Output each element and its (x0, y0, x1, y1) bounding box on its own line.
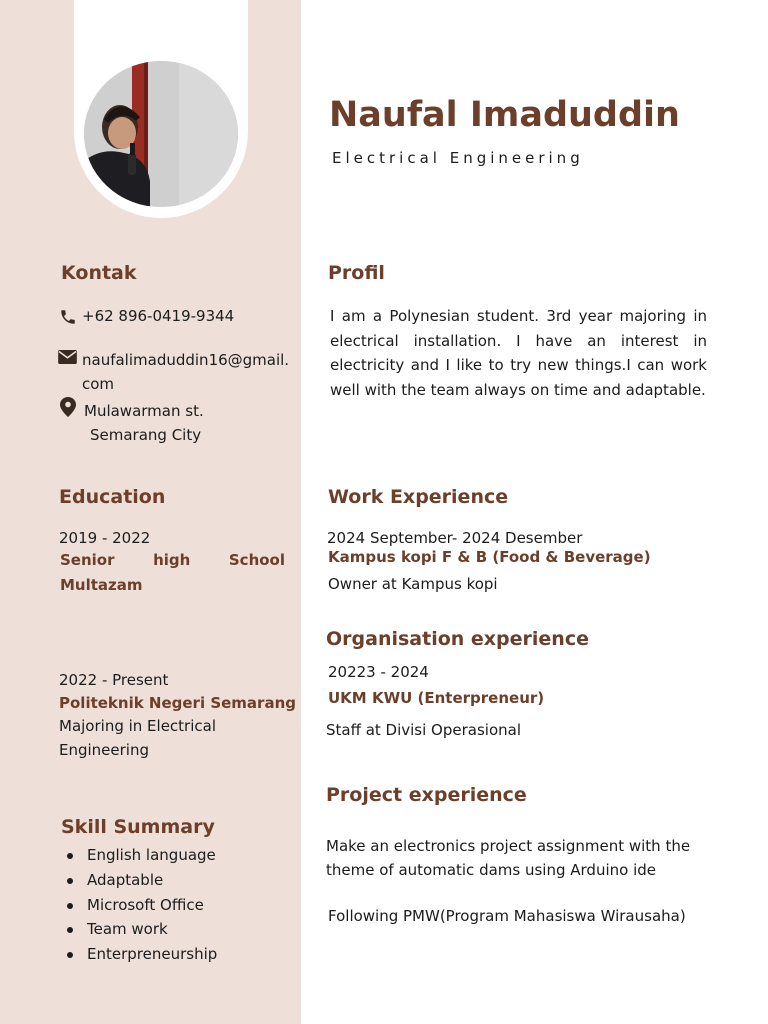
profile-heading: Profil (328, 262, 385, 284)
skill-item: Team work (59, 917, 217, 942)
organisation-name: UKM KWU (Enterpreneur) (328, 689, 545, 707)
contact-address-line2: Semarang City (90, 426, 202, 444)
mail-icon (58, 350, 77, 364)
skills-heading: Skill Summary (61, 816, 215, 838)
skills-list (59, 843, 217, 967)
location-icon (60, 397, 76, 417)
education-school-1: Senior high School Multazam (60, 551, 285, 594)
candidate-name: Naufal Imaduddin (329, 95, 680, 135)
contact-address-line1: Mulawarman st. (84, 402, 204, 420)
project-item-1: Make an electronics project assignment with the theme of automatic dams using Arduino ide (326, 837, 691, 879)
education-period-1: 2019 - 2022 (59, 529, 151, 547)
project-item-2: Following PMW(Program Mahasiswa Wirausaha) (328, 907, 686, 925)
work-role: Owner at Kampus kopi (328, 575, 498, 593)
candidate-title: Electrical Engineering (332, 149, 584, 167)
phone-icon (59, 308, 77, 326)
education-detail-2: Majoring in Electrical Engineering (59, 717, 216, 759)
organisation-role: Staff at Divisi Operasional (326, 721, 521, 739)
contact-heading: Kontak (61, 262, 137, 284)
contact-phone: +62 896-0419-9344 (82, 307, 235, 325)
skill-item: Enterpreneurship (59, 942, 217, 967)
education-heading: Education (59, 486, 166, 508)
profile-photo (84, 61, 238, 207)
organisation-heading: Organisation experience (326, 628, 589, 650)
skill-item: English language (59, 843, 217, 868)
person-photo-illustration (84, 61, 238, 207)
work-period: 2024 September- 2024 Desember (327, 529, 583, 547)
organisation-period: 20223 - 2024 (328, 663, 429, 681)
profile-text: I am a Polynesian student. 3rd year majoring in electrical installation. I have an interest in electricity and I like to try new things.I can work well with the team always on time and adaptable. (330, 307, 707, 399)
education-school-2: Politeknik Negeri Semarang (59, 694, 296, 712)
work-organization: Kampus kopi F & B (Food & Beverage) (328, 548, 651, 566)
project-heading: Project experience (326, 784, 527, 806)
skill-item: Adaptable (59, 868, 217, 893)
contact-email-line1: naufalimaduddin16@gmail. (82, 351, 290, 369)
contact-email-line2: com (82, 375, 115, 393)
work-heading: Work Experience (328, 486, 509, 508)
skill-item: Microsoft Office (59, 893, 217, 918)
education-period-2: 2022 - Present (59, 671, 169, 689)
